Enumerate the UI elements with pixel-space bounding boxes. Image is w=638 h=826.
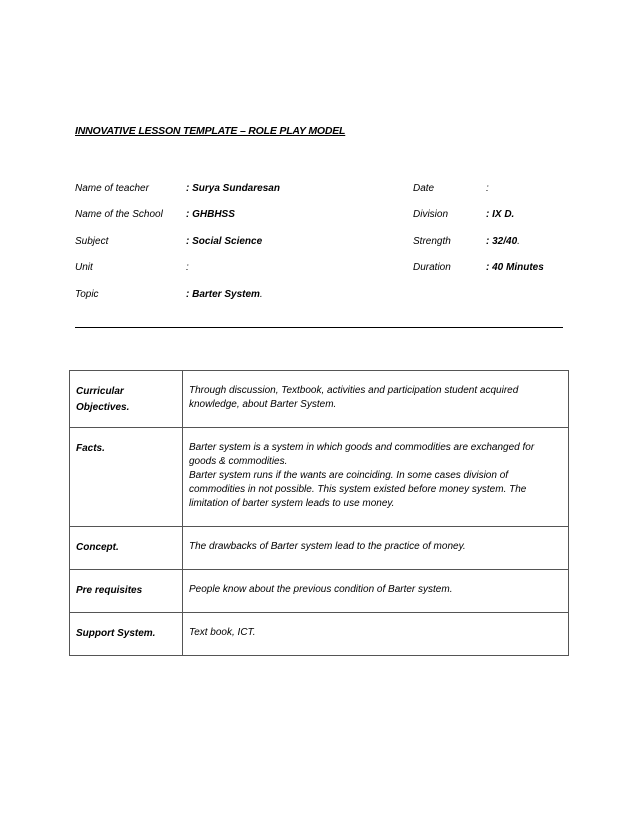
row-label-line: Objectives.	[76, 402, 130, 413]
row-label	[70, 613, 183, 656]
row-text-line: Barter system runs if the wants are coinciding. In some cases division of	[189, 470, 509, 481]
row-content	[183, 371, 569, 428]
topic-label: Topic	[75, 289, 99, 300]
table-row	[70, 613, 569, 656]
row-text-line: Barter system is a system in which goods and commodities are exchanged for	[189, 442, 535, 453]
strength-label: Strength	[413, 236, 451, 247]
row-label	[70, 428, 183, 527]
teacher-name: : Surya Sundaresan	[186, 183, 280, 194]
row-label-line: Support System.	[76, 628, 156, 639]
topic-suffix: .	[259, 289, 263, 300]
row-label	[70, 570, 183, 613]
date-label: Date	[413, 183, 435, 194]
row-text-line: commodities in not possible. This system existed before money system. The	[189, 484, 527, 495]
school-value	[186, 209, 235, 220]
subject-text: : Social Science	[186, 236, 263, 247]
lesson-plan-table	[69, 370, 569, 656]
school-name: : GHBHSS	[186, 209, 235, 220]
row-label-line: Pre requisites	[76, 585, 143, 596]
row-content	[183, 527, 569, 570]
date-value: :	[486, 183, 489, 194]
strength-text: : 32/40	[486, 236, 518, 247]
table-row	[70, 428, 569, 527]
table-row	[70, 570, 569, 613]
subject-label: Subject	[75, 236, 109, 247]
subject-value	[186, 236, 262, 247]
division-text: : IX D.	[486, 209, 515, 220]
row-text-line: The drawbacks of Barter system lead to the practice of money.	[189, 541, 466, 552]
row-content	[183, 428, 569, 527]
duration-label: Duration	[413, 262, 451, 273]
division-value	[486, 209, 514, 220]
unit-value: :	[186, 262, 189, 273]
teacher-label: Name of teacher	[75, 183, 149, 194]
row-content	[183, 613, 569, 656]
division-label: Division	[413, 209, 449, 220]
row-label-line: Concept.	[76, 542, 119, 553]
row-content	[183, 570, 569, 613]
topic-text: : Barter System	[186, 289, 260, 300]
table-row	[70, 527, 569, 570]
row-text-line: Through discussion, Textbook, activities and participation student acquired	[189, 385, 519, 396]
row-text-line: limitation of barter system leads to use money.	[189, 498, 395, 509]
duration-value	[486, 262, 544, 273]
row-text-line: knowledge, about Barter System.	[189, 399, 337, 410]
strength-value	[486, 236, 520, 247]
teacher-value	[186, 183, 280, 194]
strength-suffix: .	[517, 236, 520, 247]
row-text-line: People know about the previous condition of Barter system.	[189, 584, 453, 595]
duration-text: : 40 Minutes	[486, 262, 544, 273]
topic-value	[186, 289, 263, 300]
row-label	[70, 527, 183, 570]
row-label	[70, 371, 183, 428]
unit-label: Unit	[75, 262, 93, 273]
row-label-line: Curricular	[76, 386, 124, 397]
row-text-line: Text book, ICT.	[189, 627, 256, 638]
school-label: Name of the School	[75, 209, 163, 220]
header-divider	[75, 327, 563, 328]
row-label-line: Facts.	[76, 443, 105, 454]
page-title: INNOVATIVE LESSON TEMPLATE – ROLE PLAY MODEL	[75, 125, 346, 137]
table-row	[70, 371, 569, 428]
row-text-line: goods & commodities.	[189, 456, 288, 467]
